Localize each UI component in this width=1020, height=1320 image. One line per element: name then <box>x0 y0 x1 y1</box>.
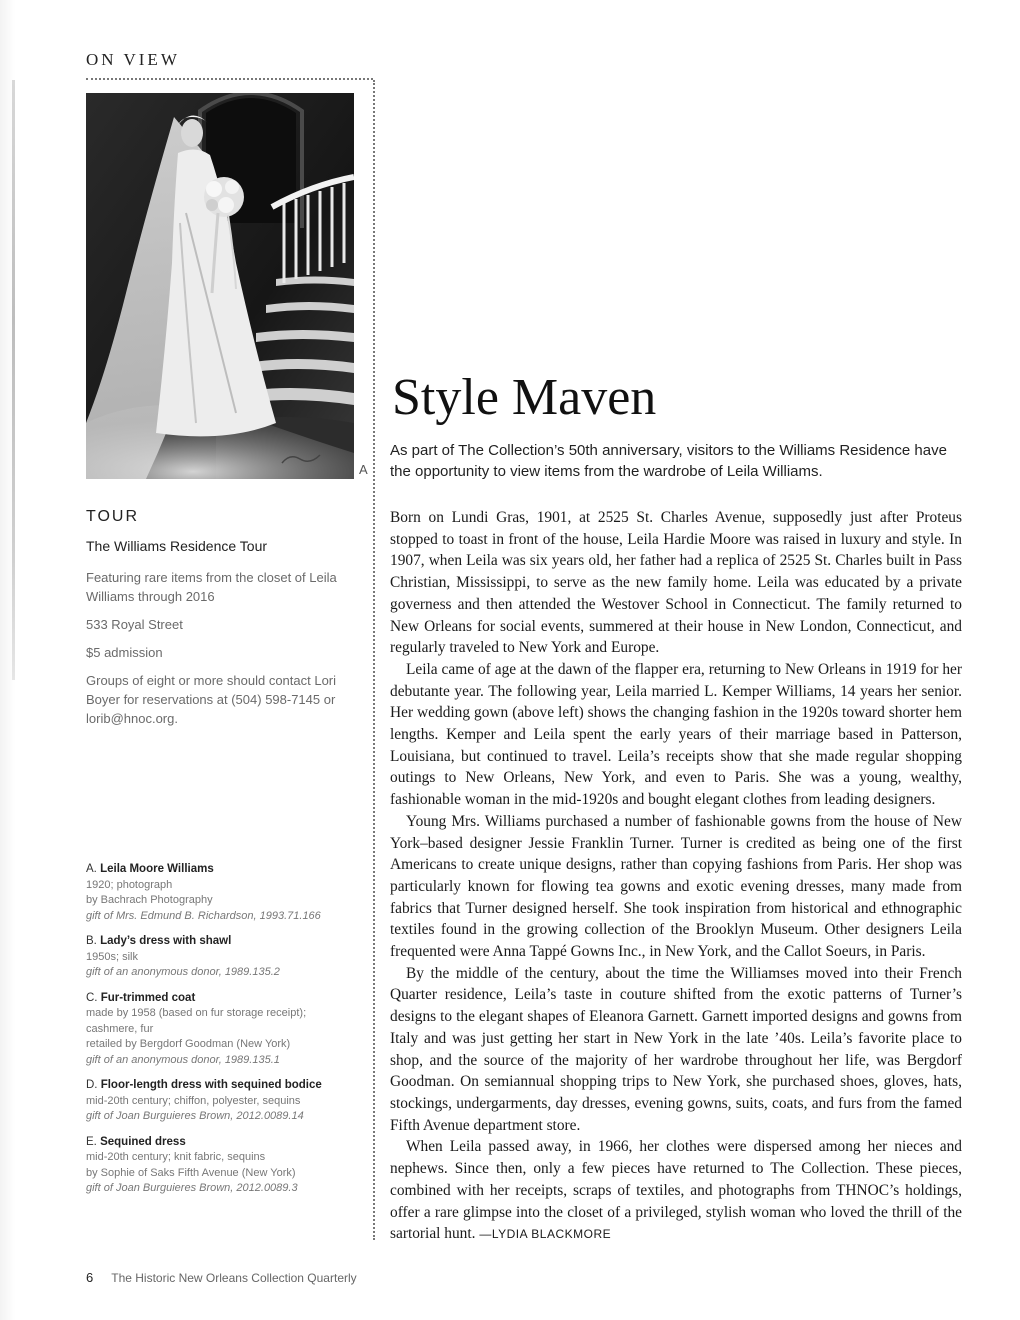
article-deck: As part of The Collection’s 50th anniversary, visitors to the Williams Residence have the opportunity to view items from the wardrobe of Leila Williams. <box>390 442 947 480</box>
wedding-photograph-illustration <box>86 93 354 479</box>
section-heading: ON VIEW <box>86 50 180 69</box>
scan-edge <box>0 0 22 1320</box>
section-dotted-rule <box>86 78 373 80</box>
caption-d <box>86 1078 361 1125</box>
caption-b <box>86 934 361 981</box>
caption-letter: A. <box>86 863 97 875</box>
last-paragraph-text: When Leila passed away, in 1966, her clothes were dispersed among her nieces and nephews. Since then, only a few pieces have returned to The Collection. These pieces, combined with her receipts, scraps of textiles, and photographs from THNOC’s holdings, offer a rare glimpse into the closet of a privileged, stylish woman who loved the thrill of the sartorial hunt. <box>390 1138 962 1243</box>
page-footer <box>86 1270 357 1285</box>
caption-line: 1920; photograph <box>86 878 173 891</box>
body-paragraph: By the middle of the century, about the time the Williamses moved into their French Quarter residence, Leila’s taste in couture shifted from the exotic patterns of Turner’s designs to the elegant shapes of Eleanora Garnett. Garnett imported designs and gowns from Italy and was just getting her start in New York in the late ’40s. Leila’s favorite place to shop, and the source of the majority of her wardrobe throughout her life, was Bergdorf Goodman. On semiannual shopping trips to New York, she purchased shoes, gloves, hats, stockings, undergarments, day dresses, evening gowns, suits, coats, and furs from the famed Fifth Avenue department store. <box>390 964 962 1134</box>
caption-title: Fur-trimmed coat <box>100 991 196 1004</box>
column-dotted-rule <box>373 80 375 1240</box>
caption-credit: gift of Mrs. Edmund B. Richardson, 1993.71.166 <box>86 909 321 922</box>
caption-line: by Sophie of Saks Fifth Avenue (New York) <box>86 1166 296 1179</box>
caption-title: Leila Moore Williams <box>100 863 214 875</box>
caption-line: mid-20th century; chiffon, polyester, sequins <box>86 1094 301 1107</box>
caption-e <box>86 1135 361 1197</box>
body-paragraph: Born on Lundi Gras, 1901, at 2525 St. Charles Avenue, supposedly just after Proteus stopped to toast in front of the house, Leila Hardie Moore was raised in luxury and style. In 1907, when Leila was six years old, her father had a replica of 2525 St. Charles built in Pass Christian, Mississippi, to serve as the new family home. Leila was educated by a private governess and then attended the Westover School in Connecticut. The family returned to New Orleans for social events, summered at their house in New London, Connecticut, and regularly traveled to New York and Europe. <box>390 509 962 657</box>
tour-address: 533 Royal Street <box>86 617 183 632</box>
caption-letter: B. <box>86 935 97 947</box>
caption-line: made by 1958 (based on fur storage receipt); <box>86 1007 307 1019</box>
caption-line: retailed by Bergdorf Goodman (New York) <box>86 1038 291 1050</box>
caption-credit: gift of Joan Burguieres Brown, 2012.0089.14 <box>86 1110 304 1122</box>
caption-credit: gift of Joan Burguieres Brown, 2012.0089.3 <box>86 1182 298 1194</box>
caption-letter: E. <box>86 1135 97 1148</box>
body-paragraph: Young Mrs. Williams purchased a number of fashionable gowns from the house of New York–based designer Jessie Franklin Turner. Turner is credited as being one of the first Americans to create unique designs, rather than copying fashions from Paris. Her shop was particularly known for flowing tea gowns and exotic evening dresses, many made from fabrics that Turner designed herself. She took inspiration from historical and ethnographic textiles found in the growing collection of the Brooklyn Museum. Other designers Leila frequented were Anna Tappé Gowns Inc., in New York, and the Callot Soeurs, in Paris. <box>390 812 962 961</box>
body-paragraph-last <box>390 1136 962 1246</box>
tour-description: Featuring rare items from the closet of Leila Williams through 2016 <box>86 570 337 604</box>
article-body <box>390 507 962 1246</box>
caption-credit: gift of an anonymous donor, 1989.135.1 <box>86 1053 280 1066</box>
caption-letter: D. <box>86 1079 98 1091</box>
tour-name: The Williams Residence Tour <box>86 538 268 554</box>
caption-line: by Bachrach Photography <box>86 894 213 906</box>
caption-line: 1950s; silk <box>86 950 138 963</box>
tour-label: TOUR <box>86 508 140 525</box>
body-paragraph: Leila came of age at the dawn of the flapper era, returning to New Orleans in 1919 for her debutante year. The following year, Leila married L. Kemper Williams, 14 years her senior. Her wedding gown (above left) shows the changing fashion in the 1920s toward shorter hem lengths. Kemper and Leila spent the early years of their marriage based in Patterson, Louisiana, but continued to travel. Leila’s receipts show that she made regular shopping outings to New Orleans, New York, and even to Paris. She was a young, wealthy, fashionable woman in the mid-1920s and bought elegant clothes from leading designers. <box>390 660 962 809</box>
caption-c <box>86 991 361 1069</box>
page-number: 6 <box>86 1270 94 1285</box>
caption-line: mid-20th century; knit fabric, sequins <box>86 1151 266 1163</box>
captions <box>86 862 361 1207</box>
caption-title: Floor-length dress with sequined bodice <box>100 1079 322 1091</box>
tour-admission: $5 admission <box>86 645 163 660</box>
caption-title: Sequined dress <box>100 1135 186 1148</box>
caption-a <box>86 862 361 924</box>
tour-info <box>86 508 351 737</box>
caption-title: Lady’s dress with shawl <box>100 935 232 947</box>
caption-line: cashmere, fur <box>86 1022 154 1035</box>
caption-credit: gift of an anonymous donor, 1989.135.2 <box>86 966 280 978</box>
author-byline: —LYDIA BLACKMORE <box>479 1227 612 1242</box>
caption-letter: C. <box>86 991 98 1004</box>
article-title: Style Maven <box>392 369 657 426</box>
tour-groups-contact: Groups of eight or more should contact Lori Boyer for reservations at (504) 598-7145 or lorib@hnoc.org. <box>86 673 337 726</box>
wedding-photograph <box>86 93 354 479</box>
publication-name: The Historic New Orleans Collection Quarterly <box>111 1271 357 1285</box>
photo-letter: A <box>359 462 368 477</box>
